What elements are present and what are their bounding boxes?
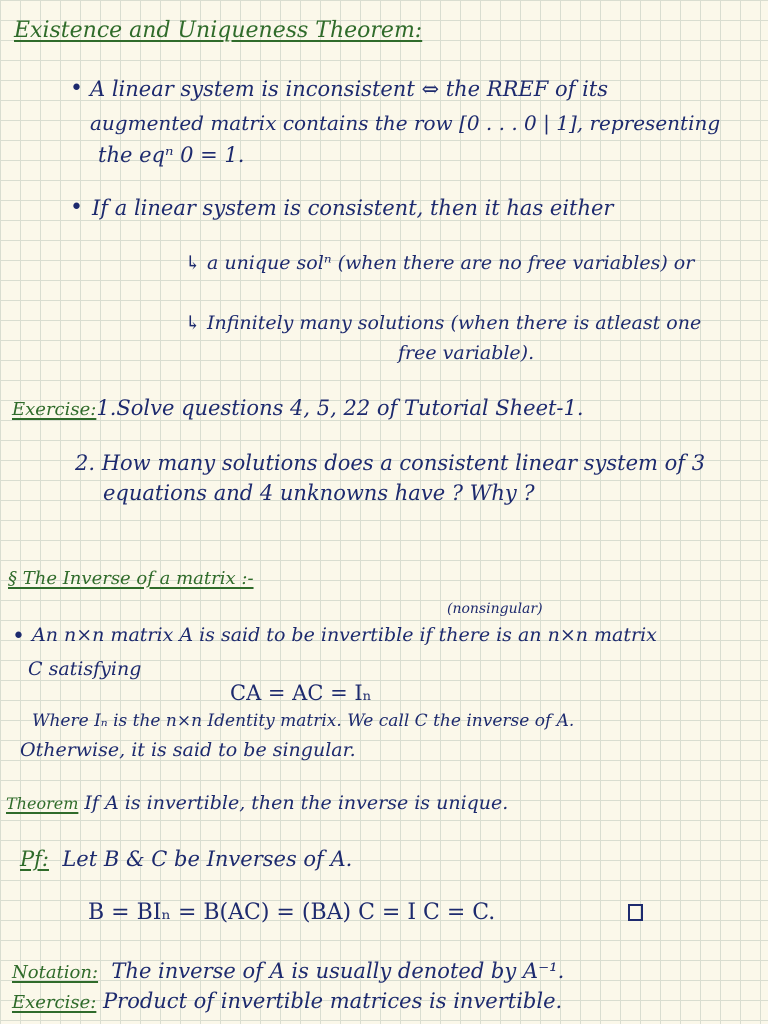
proof-text-2: B = BIₙ = B(AC) = (BA) C = I C = C. (88, 900, 496, 925)
section-heading: § The Inverse of a matrix :- (8, 568, 254, 589)
proof-line-2 (88, 900, 495, 926)
exercise-item-2-cont: equations and 4 unknowns have ? Why ? (103, 481, 535, 505)
bullet-dot: • (70, 76, 83, 101)
bullet2-option1: ↳ a unique solⁿ (when there are no free variables) or (185, 252, 695, 274)
exercise2-line (12, 988, 562, 1016)
exercise-item-2: 2. How many solutions does a consistent linear system of 3 (75, 451, 706, 475)
exercise-label: Exercise: (12, 399, 97, 420)
bullet1-line2: augmented matrix contains the row [0 . . . 0 | 1], representing (90, 111, 721, 135)
notation-text: The inverse of A is usually denoted by A⁻¹. (111, 959, 565, 983)
qed-box-icon (628, 904, 643, 921)
theorem-block (6, 790, 508, 817)
bullet2-option2: ↳ Infinitely many solutions (when there is atleast one (185, 312, 702, 334)
notation-label: Notation: (12, 962, 99, 983)
definition-line-3: Where Iₙ is the n×n Identity matrix. We call C the inverse of A. (32, 711, 575, 731)
proof-label: Pf: (20, 847, 49, 871)
theorem-label: Theorem (6, 794, 79, 813)
nonsingular-note: (nonsingular) (447, 601, 543, 617)
definition-line-4: Otherwise, it is said to be singular. (20, 739, 356, 761)
page-title: Existence and Uniqueness Theorem: (14, 18, 423, 43)
bullet1-line3: the eqⁿ 0 = 1. (98, 143, 245, 167)
notation-line (12, 958, 564, 986)
definition-equation: CA = AC = Iₙ (230, 681, 372, 705)
bullet-dot: • (70, 195, 83, 220)
bullet2-line1: If a linear system is consistent, then it has either (92, 196, 614, 220)
exercise-item-1: 1.Solve questions 4, 5, 22 of Tutorial Sheet-1. (96, 396, 584, 420)
exercise2-label: Exercise: (12, 992, 97, 1013)
bullet1-line1: A linear system is inconsistent ⇔ the RREF of its (90, 77, 609, 101)
proof-text-1: Let B & C be Inverses of A. (62, 847, 353, 871)
theorem-text: If A is invertible, then the inverse is unique. (84, 792, 509, 814)
definition-line-2: C satisfying (28, 658, 142, 680)
bullet-dot: • (12, 624, 25, 649)
definition-line-1: An n×n matrix A is said to be invertible if there is an n×n matrix (32, 624, 657, 646)
exercise2-text: Product of invertible matrices is invertible. (103, 989, 563, 1013)
exercise-section (12, 395, 584, 423)
bullet2-option2-cont: free variable). (398, 342, 535, 364)
proof-line-1 (20, 846, 352, 872)
